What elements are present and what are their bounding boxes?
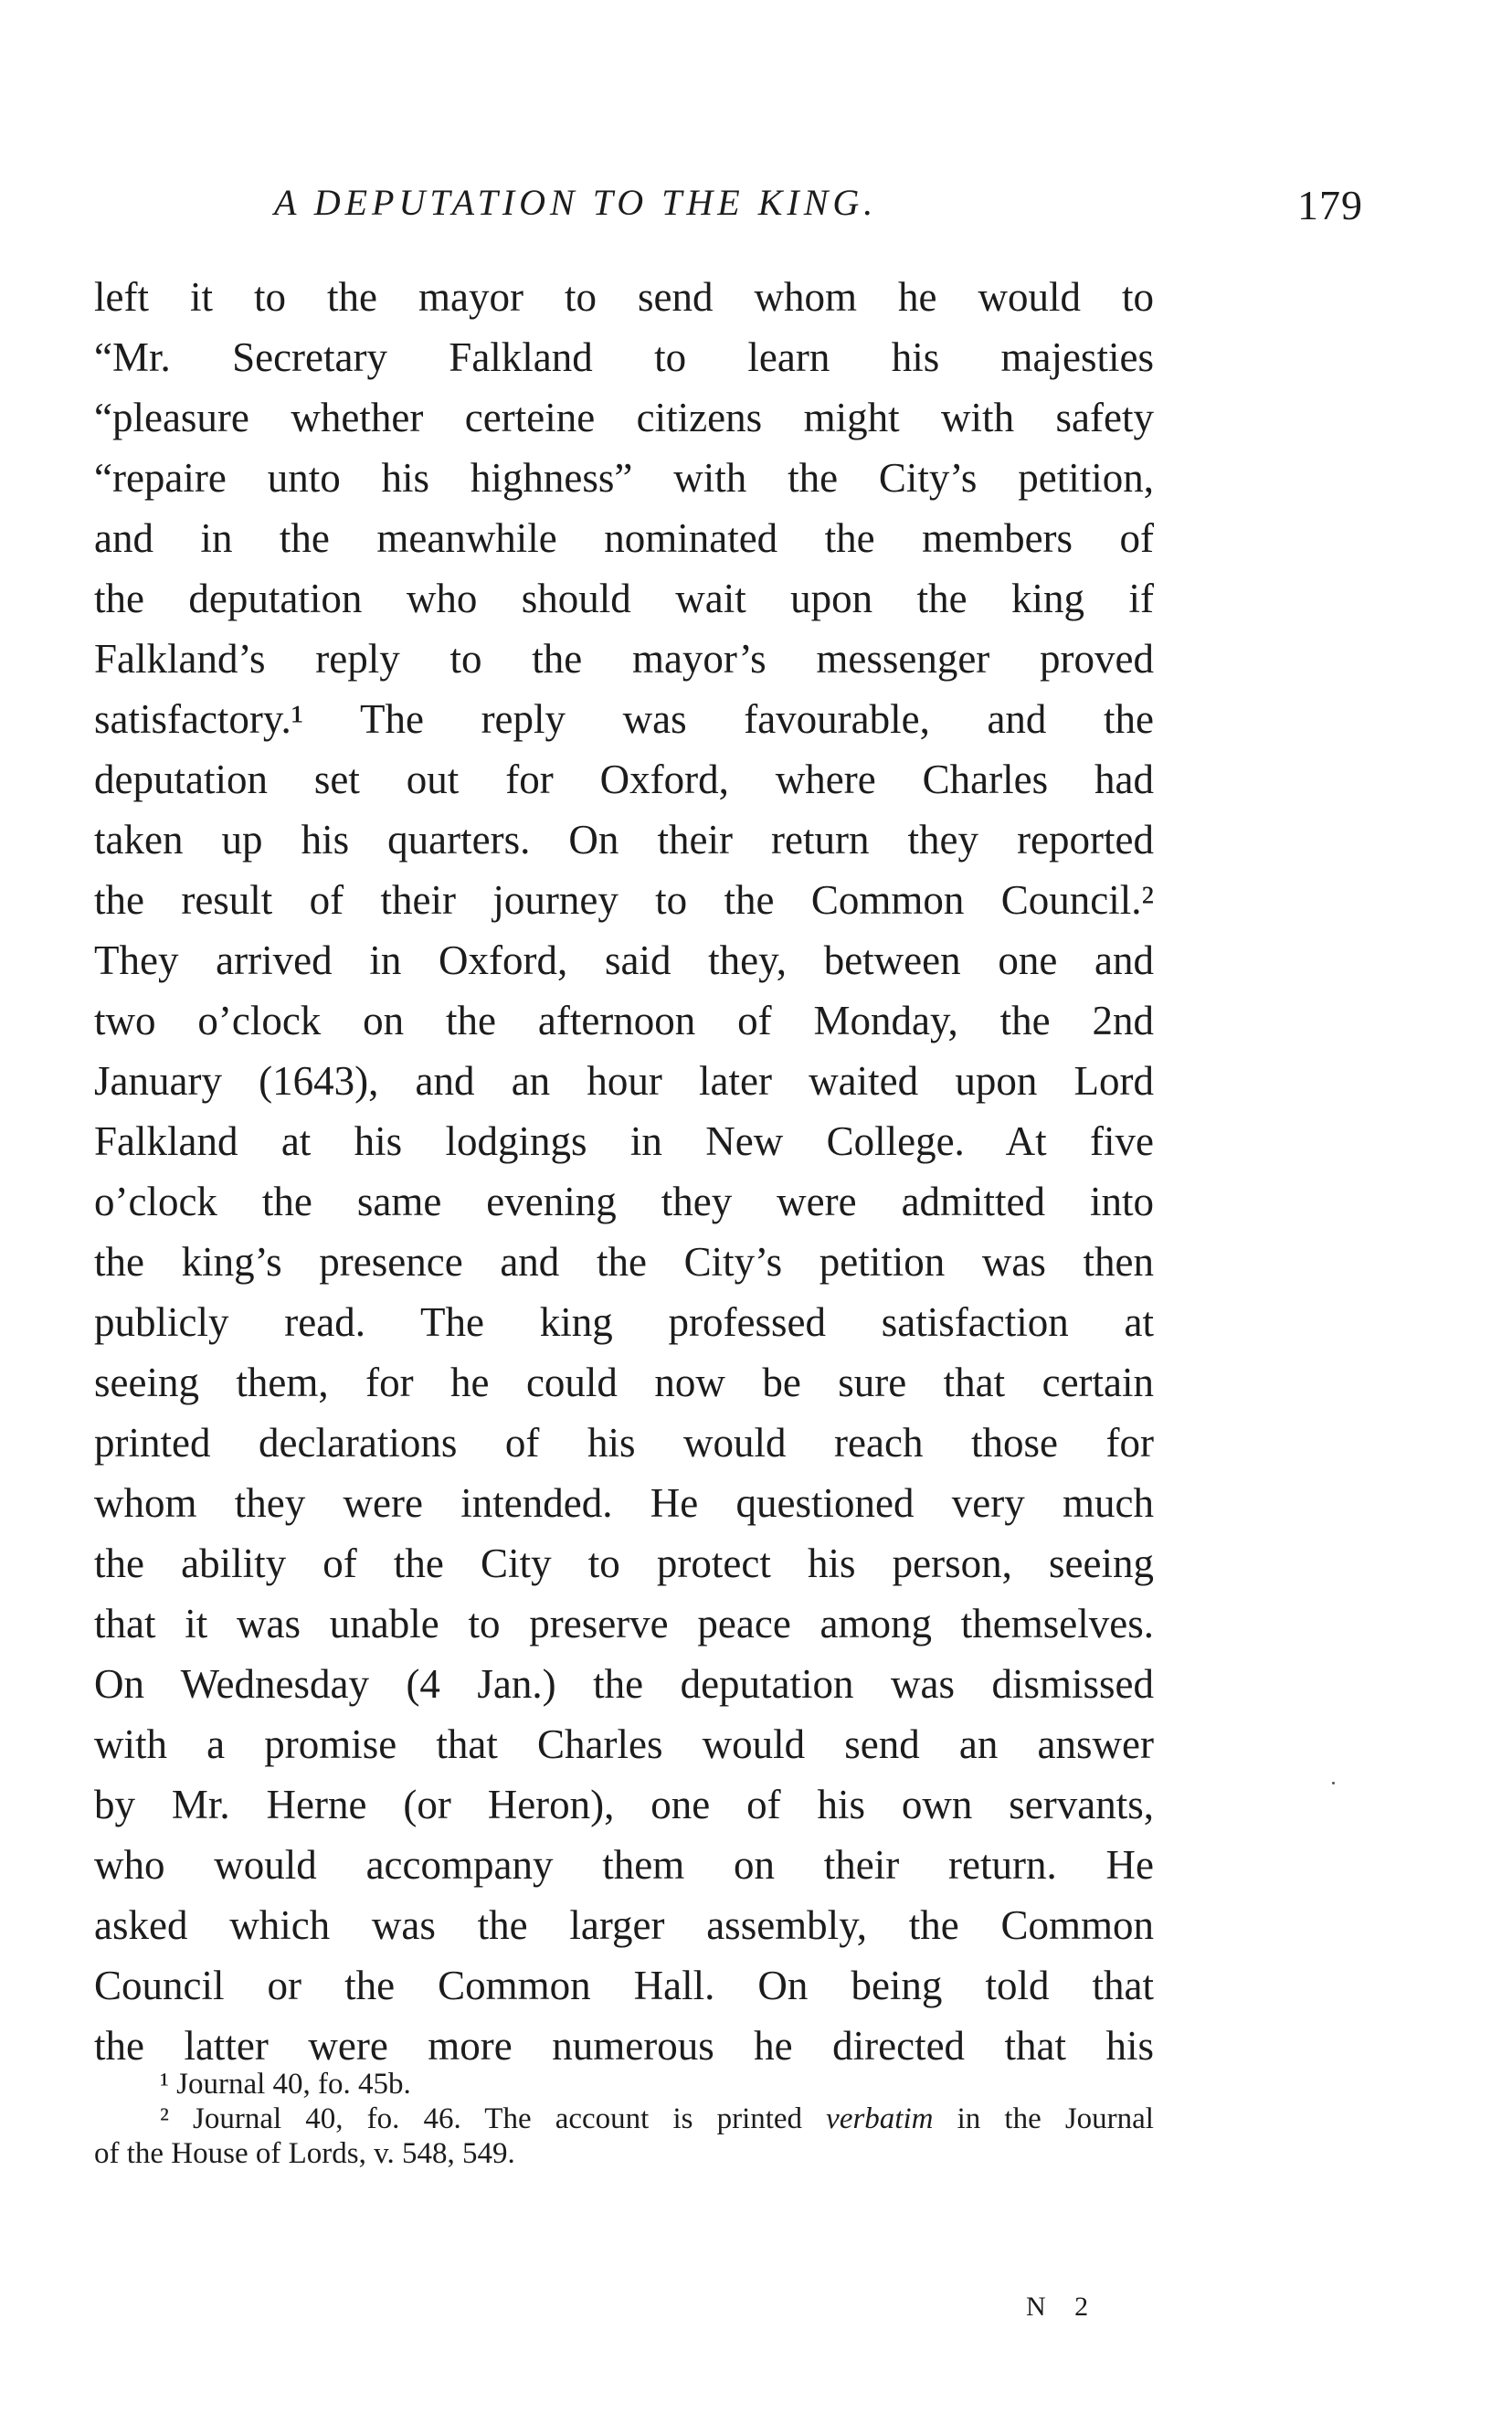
text-line: the deputation who should wait upon the king if [94, 576, 1154, 621]
text-line: that it was unable to preserve peace among themselves. [94, 1601, 1154, 1646]
footnote-2-line-1 [94, 2102, 1154, 2136]
text-line: “repaire unto his highness” with the City’s petition, [94, 455, 1154, 501]
text-line: January (1643), and an hour later waited upon Lord [94, 1058, 1154, 1104]
text-line: Council or the Common Hall. On being told that [94, 1963, 1154, 2008]
body-text [94, 267, 1154, 2076]
text-line: by Mr. Herne (or Heron), one of his own servants, [94, 1782, 1154, 1827]
text-line: o’clock the same evening they were admitted into [94, 1179, 1154, 1224]
text-line: taken up his quarters. On their return they reported [94, 817, 1154, 863]
text-line: asked which was the larger assembly, the Common [94, 1902, 1154, 1948]
footnote-2-text: ² Journal 40, fo. 46. The account is printed [160, 2102, 827, 2135]
text-line: They arrived in Oxford, said they, between one and [94, 937, 1154, 983]
text-line: satisfactory.¹ The reply was favourable, and the [94, 696, 1154, 742]
footnotes [94, 2067, 1154, 2171]
text-line: the result of their journey to the Common Council.² [94, 877, 1154, 923]
footnote-2-line-2: of the House of Lords, v. 548, 549. [94, 2137, 515, 2170]
page-number: 179 [1297, 182, 1363, 228]
footnote-2-text-end: in the Journal [933, 2102, 1154, 2135]
text-line: printed declarations of his would reach those for [94, 1420, 1154, 1466]
text-line: On Wednesday (4 Jan.) the deputation was dismissed [94, 1661, 1154, 1707]
footnote-2-italic: verbatim [826, 2102, 934, 2135]
text-line: Falkland’s reply to the mayor’s messenger proved [94, 636, 1154, 682]
text-line: two o’clock on the afternoon of Monday, the 2nd [94, 998, 1154, 1043]
text-line: the latter were more numerous he directed that his [94, 2023, 1154, 2069]
text-line: “pleasure whether certeine citizens might with safety [94, 395, 1154, 440]
text-line: who would accompany them on their return. He [94, 1842, 1154, 1888]
text-line: the king’s presence and the City’s petition was then [94, 1239, 1154, 1285]
text-line: seeing them, for he could now be sure that certain [94, 1360, 1154, 1405]
text-line: with a promise that Charles would send an answer [94, 1721, 1154, 1767]
text-line: deputation set out for Oxford, where Charles had [94, 757, 1154, 802]
footnote-1: ¹ Journal 40, fo. 45b. [160, 2068, 411, 2101]
text-line: and in the meanwhile nominated the members of [94, 515, 1154, 561]
text-line: whom they were intended. He questioned very much [94, 1480, 1154, 1526]
signature-mark: N 2 [1026, 2292, 1100, 2322]
running-title: A DEPUTATION TO THE KING. [274, 182, 878, 223]
text-line: publicly read. The king professed satisfaction at [94, 1299, 1154, 1345]
text-line: left it to the mayor to send whom he would to [94, 274, 1154, 320]
text-line: “Mr. Secretary Falkland to learn his majesties [94, 334, 1154, 380]
print-speck [1332, 1782, 1335, 1784]
text-line: the ability of the City to protect his person, seeing [94, 1541, 1154, 1586]
text-line: Falkland at his lodgings in New College. At five [94, 1118, 1154, 1164]
